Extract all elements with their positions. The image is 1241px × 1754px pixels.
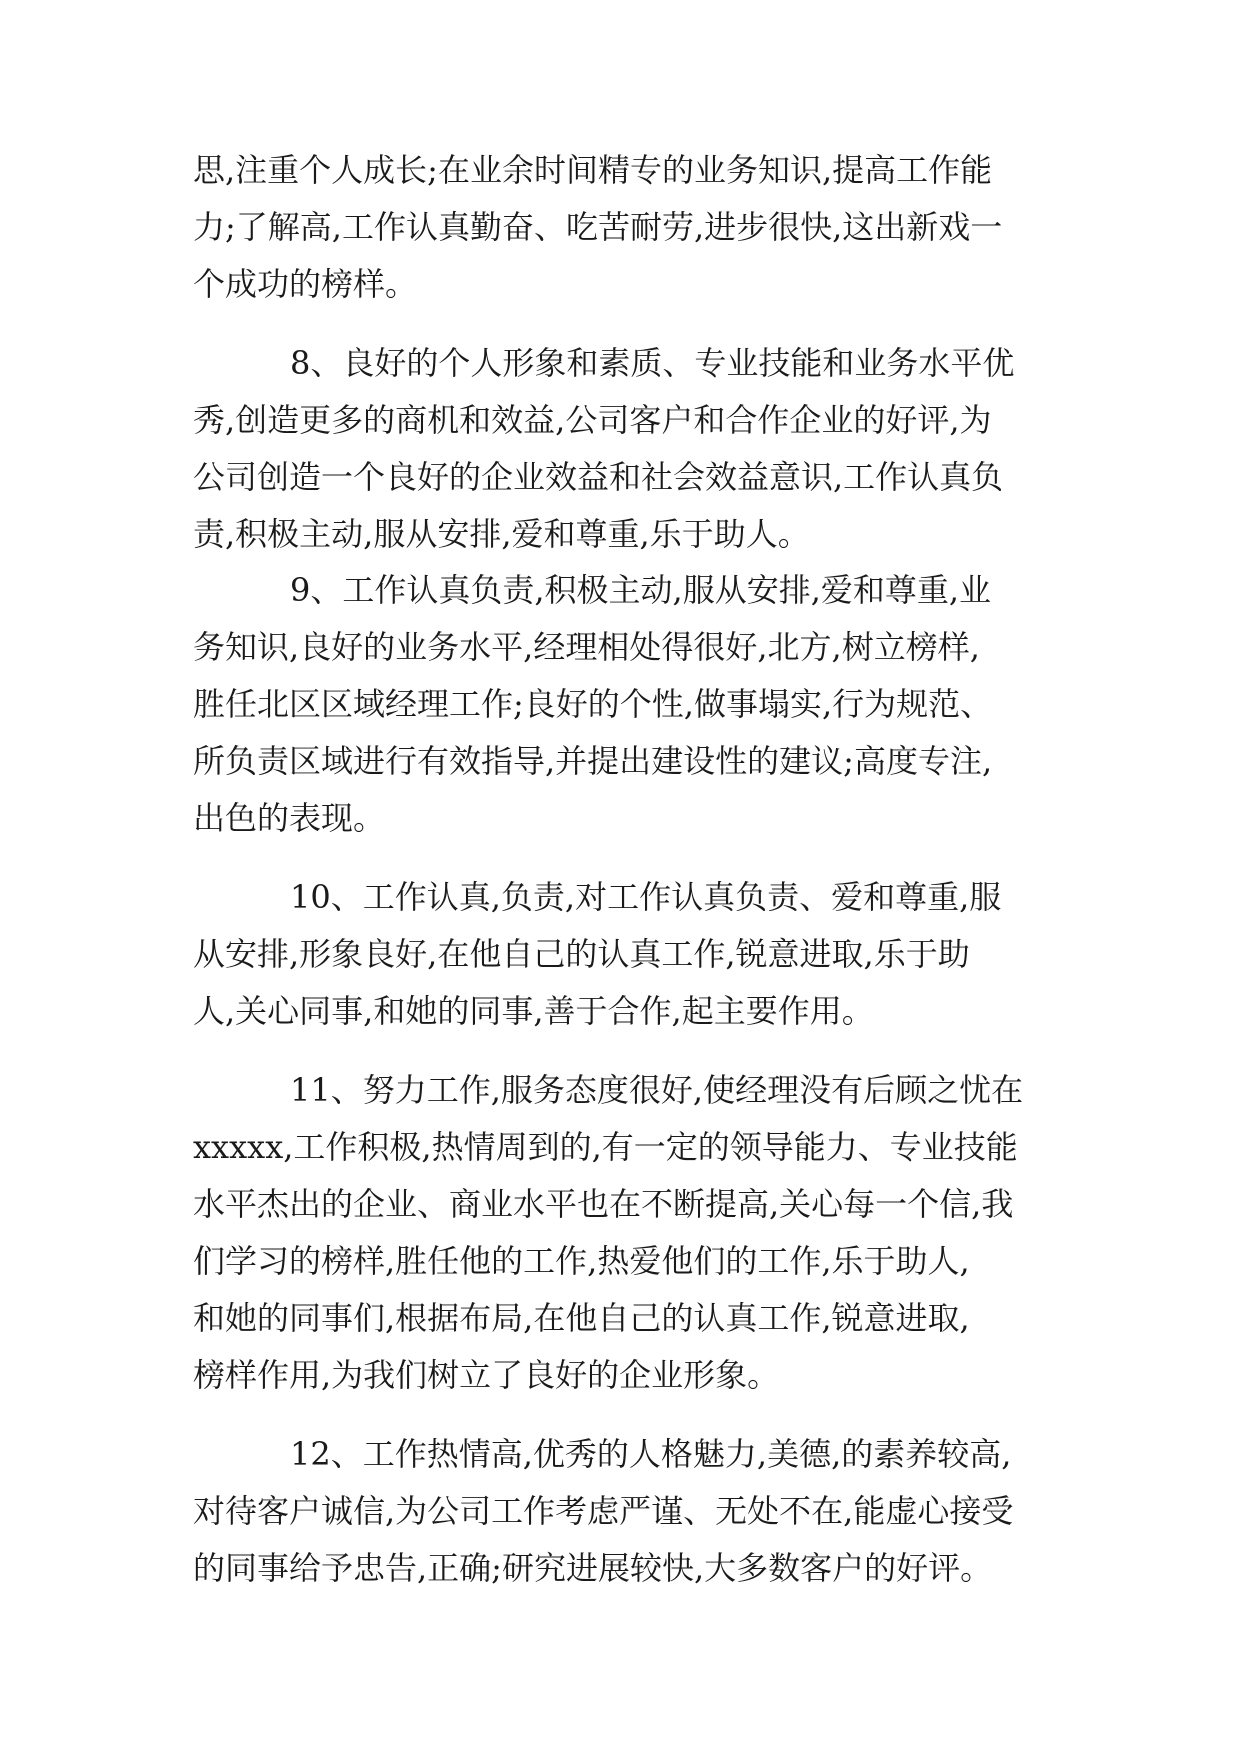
text-line: 责,积极主动,服从安排,爱和尊重,乐于助人。 xyxy=(193,515,810,553)
text-line: 的同事给予忠告,正确;研究进展较快,大多数客户的好评。 xyxy=(193,1549,993,1587)
text-line: 对待客户诚信,为公司工作考虑严谨、无处不在,能虚心接受 xyxy=(193,1492,1014,1530)
text-line: 出色的表现。 xyxy=(193,799,386,837)
paragraph-8-first-line: 8、良好的个人形象和素质、专业技能和业务水平优 xyxy=(290,344,1015,382)
text-line: 力;了解高,工作认真勤奋、吃苦耐劳,进步很快,这出新戏一 xyxy=(193,208,1003,246)
text-line: xxxxx,工作积极,热情周到的,有一定的领导能力、专业技能 xyxy=(193,1128,1018,1166)
text-line: 从安排,形象良好,在他自己的认真工作,锐意进取,乐于助 xyxy=(193,935,970,973)
text-line: 思,注重个人成长;在业余时间精专的业务知识,提高工作能 xyxy=(193,151,993,189)
paragraph-9-first-line: 9、工作认真负责,积极主动,服从安排,爱和尊重,业 xyxy=(290,571,992,609)
text-line: 人,关心同事,和她的同事,善于合作,起主要作用。 xyxy=(193,992,874,1030)
text-line: 个成功的榜样。 xyxy=(193,265,418,303)
text-line: 秀,创造更多的商机和效益,公司客户和合作企业的好评,为 xyxy=(193,401,992,439)
text-line: 胜任北区区域经理工作;良好的个性,做事塌实,行为规范、 xyxy=(193,685,993,723)
text-line: 榜样作用,为我们树立了良好的企业形象。 xyxy=(193,1356,780,1394)
text-line: 和她的同事们,根据布局,在他自己的认真工作,锐意进取, xyxy=(193,1299,970,1337)
paragraph-12-first-line: 12、工作热情高,优秀的人格魅力,美德,的素养较高, xyxy=(290,1435,1012,1473)
text-line: 公司创造一个良好的企业效益和社会效益意识,工作认真负 xyxy=(193,458,1004,496)
text-line: 们学习的榜样,胜任他的工作,热爱他们的工作,乐于助人, xyxy=(193,1242,970,1280)
text-line: 务知识,良好的业务水平,经理相处得很好,北方,树立榜样, xyxy=(193,628,980,666)
paragraph-10-first-line: 10、工作认真,负责,对工作认真负责、爱和尊重,服 xyxy=(290,878,1002,916)
paragraph-11-first-line: 11、努力工作,服务态度很好,使经理没有后顾之忧在 xyxy=(290,1071,1024,1109)
text-line: 水平杰出的企业、商业水平也在不断提高,关心每一个信,我 xyxy=(193,1185,1014,1223)
text-line: 所负责区域进行有效指导,并提出建设性的建议;高度专注, xyxy=(193,742,993,780)
